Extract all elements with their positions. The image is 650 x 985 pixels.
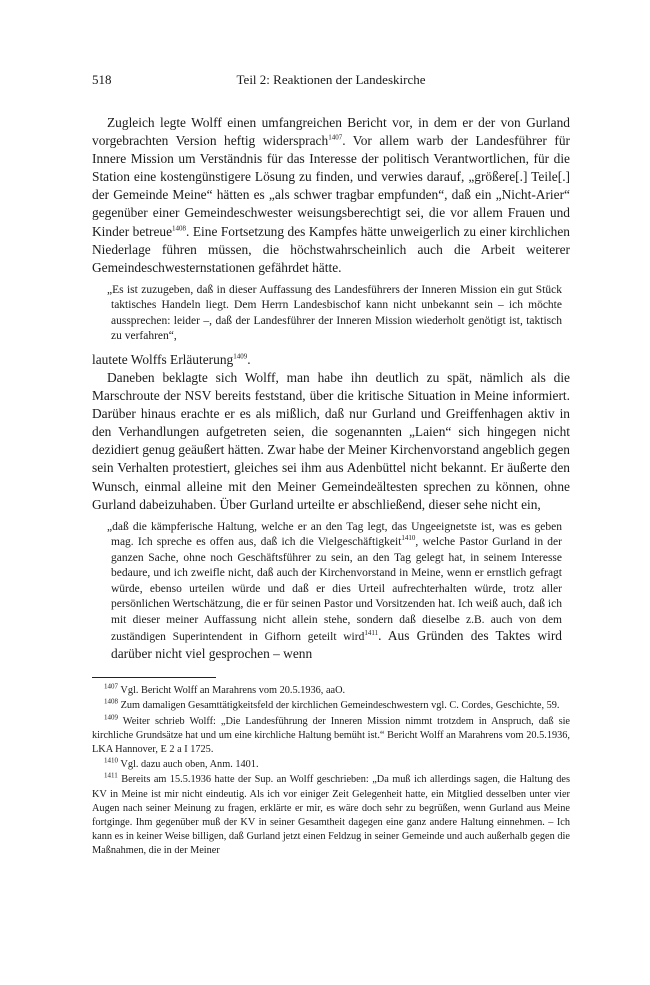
footnote-text: Weiter schrieb Wolff: „Die Landesführung der Inneren Mission nimmt trotzdem in Anspruch, daß sie kirchliche Grundsätze hat und um eine kirchliche Haltung bemüht ist.“ Bericht Wolff an Marahrens vom 20.5.1936, LKA Hannover, E 2 a I 1725. xyxy=(92,715,571,755)
footnote-number: 1409 xyxy=(104,713,118,722)
footnote-text: Bereits am 15.5.1936 hatte der Sup. an Wolff geschrieben: „Da muß ich allerdings sagen, die Haltung des KV in Meine ist mir nicht eindeutig. Als ich vor einiger Zeit Gelegenheit hatte, ein Mitglied desselben unter vier Augen nach seiner Meinung zu fragen, erklärte er mir, es wäre doch sehr zu begrüßen, wenn Gurland aus Meine fortginge. Ihm gegenüber muß der KV in seiner Gesamtheit dagegen eine ganz andere Haltung einnehmen. – Ich kann es in keiner Weise billigen, daß Gurland jetzt einen Feldzug in seiner Gemeinde und auch außerhalb gegen die Maßnahmen, die in der Meiner xyxy=(92,774,570,857)
paragraph-text: . Eine Fortsetzung des Kampfes hätte unweigerlich zu einer kirchlichen Niederlage führen müssen, die höchstwahrscheinlich auch die Arbeit weiterer Gemeindeschwesternstationen gefährdet hätte. xyxy=(92,223,570,275)
paragraph-text: . xyxy=(247,351,251,367)
footnote-number: 1407 xyxy=(104,682,118,691)
footnote-text: Vgl. dazu auch oben, Anm. 1401. xyxy=(120,759,259,771)
footnotes xyxy=(92,684,570,858)
footnote-number: 1410 xyxy=(104,756,118,765)
footnote-1409 xyxy=(92,715,570,758)
running-title: Teil 2: Reaktionen der Landeskirche xyxy=(236,72,426,87)
running-head xyxy=(92,72,570,90)
paragraph-text: Zugleich legte Wolff einen umfangreichen Bericht vor, in dem er der von Gurland vorgebrachten Version heftig widersprach xyxy=(92,115,570,149)
page-number: 518 xyxy=(92,72,112,87)
book-page xyxy=(92,72,570,860)
footnote-1408 xyxy=(92,699,570,713)
body-paragraph-1 xyxy=(92,114,570,277)
paragraph-text: lautete Wolffs Erläuterung xyxy=(92,351,234,367)
block-quote-1: „Es ist zuzugeben, daß in dieser Auffassung des Landesführers der Inneren Mission ein gut Stück taktisches Handeln liegt. Dem Herrn Landesbischof kann nicht unbekannt sein – ich möchte aussprechen: leider –, daß der Landesführer der Inneren Mission wiederholt genötigt ist, taktisch zu verfahren“, xyxy=(107,283,562,343)
quote-text: . Aus Gründen des Taktes wird darüber nicht viel gesprochen – wenn xyxy=(111,628,562,661)
footnote-text: Vgl. Bericht Wolff an Marahrens vom 20.5.1936, aaO. xyxy=(120,685,346,697)
quote-text: , welche Pastor Gurland in der ganzen Sache, ohne noch Geschäftsführer zu sein, an den Tag gelegt hat, in seinem Interesse bedaure, und ich zweifle nicht, daß auch der Kirchenvorstand in Meine, wenn er ernstlich gefragt würde, ebenso urteilen würde und daß er dies Urteil aufrechterhalten würde, trotz aller persönlichen Wertschätzung, die er für seinen Pastor und Vorsitzenden hat. Ich weiß auch, daß ich mit dieser meiner Auffassung nicht allein stehe, sondern daß dieselbe z.B. auch von dem zuständigen Superintendent in Gifhorn geteilt wird xyxy=(111,536,562,644)
quote-text: „daß die kämpferische Haltung, welche er an den Tag legt, das Ungeeignetste ist, was es geben mag. Ich spreche es offen aus, daß ich die Vielgeschäftigkeit xyxy=(107,520,562,549)
footnote-text: Zum damaligen Gesamttätigkeitsfeld der kirchlichen Gemeindeschwestern vgl. C. Cordes, Geschichte, 59. xyxy=(120,700,560,712)
body-paragraph-2 xyxy=(92,351,570,369)
footnote-ref-1410: 1410 xyxy=(401,534,416,543)
footnote-ref-1407: 1407 xyxy=(328,133,343,142)
block-quote-2 xyxy=(107,520,562,664)
footnote-ref-1409: 1409 xyxy=(233,352,248,361)
body-paragraph-3: Daneben beklagte sich Wolff, man habe ihn deutlich zu spät, nämlich als die Marschroute der NSV bereits feststand, über die kritische Situation in Meine informiert. Darüber hinaus erachte er es als mißlich, daß nur Gurland und Greiffenhagen aktiv in den Verhandlungen aufgetreten seien, die sogenannten „Laien“ sich hingegen nicht dezidiert genug geäußert hätten. Zwar habe der Meiner Kirchenvorstand angeblich gegen sein Verhalten protestiert, gleiches sei ihm aus Adenbüttel nicht bekannt. Er äußerte den Wunsch, einmal alleine mit den Meiner Gemeindeältesten sprechen zu können, ohne Gurland dabeizuhaben. Über Gurland urteilte er abschließend, dieser sehe nicht ein, xyxy=(92,369,570,512)
footnote-1410 xyxy=(92,758,570,772)
footnote-ref-1411: 1411 xyxy=(364,629,379,638)
paragraph-text: . Vor allem warb der Landesführer für Innere Mission um Verständnis für das Interesse der politisch Verantwortlichen, für die Station eine kostengünstigere Lösung zu finden, und verwies darauf, „größere[.] Teile[.] der Gemeinde Meine“ hätten es „als schwer tragbar empfunden“, daß ein „Nicht-Arier“ gegenüber einer Gemeindeschwester weisungsberechtigt sei, die vor allem Frauen und Kinder betreue xyxy=(92,133,570,239)
footnote-1411 xyxy=(92,773,570,858)
footnote-separator xyxy=(92,677,216,678)
footnote-ref-1408: 1408 xyxy=(172,224,187,233)
footnote-number: 1411 xyxy=(104,771,118,780)
footnote-number: 1408 xyxy=(104,697,118,706)
footnote-1407 xyxy=(92,684,570,698)
